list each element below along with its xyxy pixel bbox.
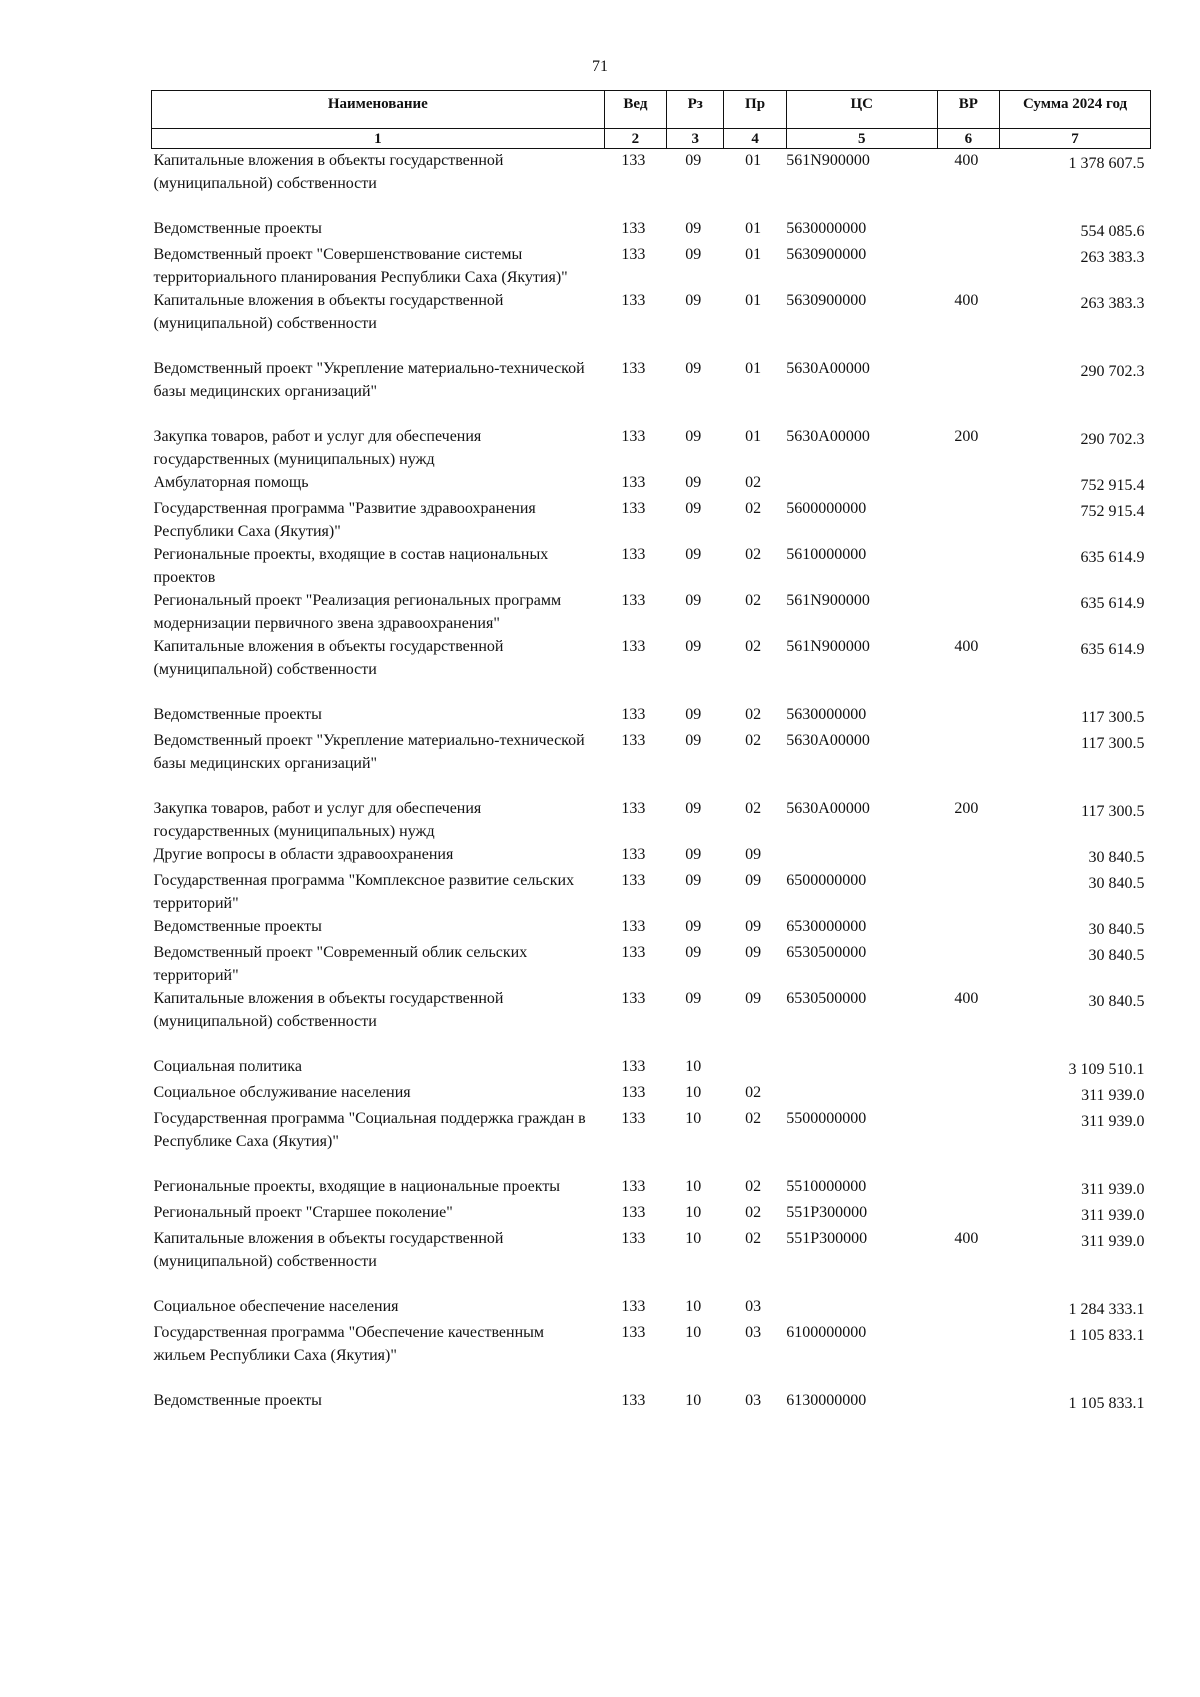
column-number: 5 <box>786 129 937 149</box>
row-ved: 133 <box>621 500 646 517</box>
row-sum: 30 840.5 <box>1088 947 1145 964</box>
row-cs: 551P300000 <box>786 1204 868 1221</box>
row-pr: 09 <box>745 918 762 935</box>
table-row <box>152 729 1151 797</box>
row-vr <box>937 1201 999 1227</box>
column-number: 1 <box>152 129 605 149</box>
table-row <box>152 869 1151 915</box>
row-cs: 6100000000 <box>786 1324 867 1341</box>
row-sum: 635 614.9 <box>1080 595 1145 612</box>
row-name: Ведомственные проекты <box>153 220 322 237</box>
row-vr <box>937 941 999 987</box>
row-rz: 10 <box>685 1392 702 1409</box>
row-rz: 09 <box>685 500 702 517</box>
row-vr <box>937 357 999 425</box>
row-pr: 01 <box>745 292 762 309</box>
table-row <box>152 635 1151 703</box>
row-sum: 311 939.0 <box>1081 1181 1145 1198</box>
table-row <box>152 357 1151 425</box>
table-row <box>152 289 1151 357</box>
row-sum: 311 939.0 <box>1081 1113 1145 1130</box>
row-vr <box>937 1321 999 1389</box>
row-ved: 133 <box>621 990 646 1007</box>
table-row <box>152 1107 1151 1175</box>
row-ved: 133 <box>621 846 646 863</box>
row-pr: 03 <box>745 1324 762 1341</box>
header-sum: Сумма 2024 год <box>1000 91 1151 129</box>
row-pr: 02 <box>745 732 762 749</box>
row-rz: 09 <box>685 800 702 817</box>
row-ved: 133 <box>621 1110 646 1127</box>
row-sum: 1 105 833.1 <box>1068 1395 1145 1412</box>
row-name: Капитальные вложения в объекты государственной (муниципальной) собственности <box>153 292 504 332</box>
row-pr: 09 <box>745 990 762 1007</box>
row-name: Капитальные вложения в объекты государственной (муниципальной) собственности <box>153 1230 504 1270</box>
row-rz: 09 <box>685 944 702 961</box>
row-sum: 635 614.9 <box>1080 549 1145 566</box>
row-sum: 1 378 607.5 <box>1068 155 1145 172</box>
row-vr <box>937 497 999 543</box>
row-rz: 10 <box>685 1204 702 1221</box>
row-sum: 30 840.5 <box>1088 875 1145 892</box>
row-rz: 10 <box>685 1230 702 1247</box>
row-cs: 5610000000 <box>786 546 867 563</box>
row-pr: 02 <box>745 800 762 817</box>
row-cs <box>786 1295 937 1321</box>
row-rz: 10 <box>685 1324 702 1341</box>
row-ved: 133 <box>621 1324 646 1341</box>
column-number: 6 <box>937 129 999 149</box>
table-row <box>152 543 1151 589</box>
row-ved: 133 <box>621 1084 646 1101</box>
row-rz: 09 <box>685 706 702 723</box>
row-rz: 09 <box>685 246 702 263</box>
row-sum: 30 840.5 <box>1088 849 1145 866</box>
row-rz: 09 <box>685 732 702 749</box>
row-ved: 133 <box>621 872 646 889</box>
row-ved: 133 <box>621 474 646 491</box>
row-pr: 02 <box>745 706 762 723</box>
row-cs: 6500000000 <box>786 872 867 889</box>
row-name: Закупка товаров, работ и услуг для обеспечения государственных (муниципальных) нужд <box>153 428 482 468</box>
row-pr: 01 <box>745 246 762 263</box>
row-pr: 01 <box>745 428 762 445</box>
row-cs <box>786 471 937 497</box>
table-row <box>152 1055 1151 1081</box>
row-rz: 09 <box>685 292 702 309</box>
row-rz: 10 <box>685 1058 702 1075</box>
row-sum: 30 840.5 <box>1088 921 1145 938</box>
row-sum: 752 915.4 <box>1080 477 1145 494</box>
table-row <box>152 589 1151 635</box>
row-vr <box>937 471 999 497</box>
row-ved: 133 <box>621 1058 646 1075</box>
row-pr <box>724 1055 786 1081</box>
header-ved: Вед <box>604 91 666 129</box>
row-vr <box>937 1175 999 1201</box>
row-rz: 10 <box>685 1084 702 1101</box>
row-name: Государственная программа "Развитие здравоохранения Республики Саха (Якутия)" <box>153 500 536 540</box>
row-rz: 09 <box>685 474 702 491</box>
column-number: 3 <box>667 129 724 149</box>
row-pr: 02 <box>745 1084 762 1101</box>
page-number: 71 <box>592 58 608 75</box>
row-ved: 133 <box>621 732 646 749</box>
table-row <box>152 1389 1151 1415</box>
row-pr: 02 <box>745 546 762 563</box>
row-vr <box>937 1295 999 1321</box>
row-cs <box>786 1055 937 1081</box>
row-sum: 263 383.3 <box>1080 295 1145 312</box>
row-pr: 09 <box>745 944 762 961</box>
row-rz: 10 <box>685 1178 702 1195</box>
table-body <box>152 149 1151 1416</box>
row-name: Закупка товаров, работ и услуг для обеспечения государственных (муниципальных) нужд <box>153 800 482 840</box>
row-cs <box>786 843 937 869</box>
row-ved: 133 <box>621 152 646 169</box>
row-ved: 133 <box>621 1178 646 1195</box>
row-sum: 1 284 333.1 <box>1068 1301 1145 1318</box>
row-pr: 02 <box>745 500 762 517</box>
row-sum: 752 915.4 <box>1080 503 1145 520</box>
row-name: Региональный проект "Старшее поколение" <box>153 1204 453 1221</box>
row-pr: 02 <box>745 1230 762 1247</box>
row-pr: 09 <box>745 846 762 863</box>
row-vr <box>937 543 999 589</box>
table-row <box>152 1227 1151 1295</box>
row-name: Ведомственный проект "Укрепление материально-технической базы медицинских организаций" <box>153 732 585 772</box>
row-vr: 400 <box>954 152 979 169</box>
row-vr <box>937 915 999 941</box>
row-sum: 311 939.0 <box>1081 1233 1145 1250</box>
row-ved: 133 <box>621 918 646 935</box>
row-name: Другие вопросы в области здравоохранения <box>153 846 454 863</box>
row-rz: 09 <box>685 918 702 935</box>
row-cs: 5630A00000 <box>786 800 870 817</box>
row-pr: 01 <box>745 220 762 237</box>
row-pr: 02 <box>745 1178 762 1195</box>
row-pr: 02 <box>745 638 762 655</box>
row-vr <box>937 1107 999 1175</box>
row-name: Ведомственный проект "Совершенствование системы территориального планирования Республики Саха (Якутия)" <box>153 246 568 286</box>
row-vr <box>937 729 999 797</box>
row-ved: 133 <box>621 292 646 309</box>
header-rz: Рз <box>667 91 724 129</box>
row-sum: 1 105 833.1 <box>1068 1327 1145 1344</box>
row-rz: 09 <box>685 360 702 377</box>
row-ved: 133 <box>621 592 646 609</box>
column-number-row <box>152 129 1151 149</box>
row-ved: 133 <box>621 220 646 237</box>
table-row <box>152 915 1151 941</box>
row-cs: 561N900000 <box>786 592 870 609</box>
row-name: Региональные проекты, входящие в состав национальных проектов <box>153 546 549 586</box>
row-cs: 5630000000 <box>786 706 867 723</box>
row-cs: 5500000000 <box>786 1110 867 1127</box>
row-ved: 133 <box>621 1204 646 1221</box>
column-number: 4 <box>724 129 786 149</box>
row-rz: 09 <box>685 428 702 445</box>
row-cs: 551P300000 <box>786 1230 868 1247</box>
row-sum: 290 702.3 <box>1080 363 1145 380</box>
row-vr <box>937 217 999 243</box>
row-pr: 01 <box>745 152 762 169</box>
row-cs: 6530500000 <box>786 990 867 1007</box>
budget-table <box>151 90 1151 1415</box>
table-row <box>152 987 1151 1055</box>
row-vr: 400 <box>954 292 979 309</box>
row-rz: 09 <box>685 846 702 863</box>
row-vr <box>937 703 999 729</box>
table-row <box>152 1201 1151 1227</box>
row-sum: 311 939.0 <box>1081 1087 1145 1104</box>
row-ved: 133 <box>621 1298 646 1315</box>
table-row <box>152 243 1151 289</box>
row-pr: 03 <box>745 1392 762 1409</box>
row-cs: 5630900000 <box>786 246 867 263</box>
row-ved: 133 <box>621 1230 646 1247</box>
row-rz: 09 <box>685 990 702 1007</box>
row-sum: 311 939.0 <box>1081 1207 1145 1224</box>
header-cs: ЦС <box>786 91 937 129</box>
row-sum: 117 300.5 <box>1081 803 1145 820</box>
row-cs: 5600000000 <box>786 500 867 517</box>
row-rz: 10 <box>685 1110 702 1127</box>
header-vr: ВР <box>937 91 999 129</box>
row-ved: 133 <box>621 1392 646 1409</box>
row-name: Социальное обеспечение населения <box>153 1298 399 1315</box>
row-cs: 5630900000 <box>786 292 867 309</box>
row-rz: 09 <box>685 152 702 169</box>
row-sum: 117 300.5 <box>1081 735 1145 752</box>
table-row <box>152 217 1151 243</box>
row-name: Государственная программа "Социальная поддержка граждан в Республике Саха (Якутия)" <box>153 1110 586 1150</box>
row-rz: 09 <box>685 592 702 609</box>
row-pr: 02 <box>745 474 762 491</box>
row-vr: 400 <box>954 638 979 655</box>
row-ved: 133 <box>621 546 646 563</box>
table-row <box>152 497 1151 543</box>
table-row <box>152 941 1151 987</box>
row-name: Ведомственные проекты <box>153 1392 322 1409</box>
row-name: Капитальные вложения в объекты государственной (муниципальной) собственности <box>153 152 504 192</box>
table-row <box>152 425 1151 471</box>
table-row <box>152 1081 1151 1107</box>
row-name: Капитальные вложения в объекты государственной (муниципальной) собственности <box>153 638 504 678</box>
row-cs: 5630A00000 <box>786 428 870 445</box>
row-ved: 133 <box>621 360 646 377</box>
row-vr <box>937 1055 999 1081</box>
table-row <box>152 1295 1151 1321</box>
table-row <box>152 149 1151 218</box>
table-row <box>152 703 1151 729</box>
row-rz: 09 <box>685 638 702 655</box>
table-row <box>152 843 1151 869</box>
row-name: Амбулаторная помощь <box>153 474 309 491</box>
row-ved: 133 <box>621 944 646 961</box>
row-cs: 6530000000 <box>786 918 867 935</box>
table-row <box>152 471 1151 497</box>
row-vr: 200 <box>954 428 979 445</box>
row-vr <box>937 1389 999 1415</box>
row-vr <box>937 869 999 915</box>
row-cs: 561N900000 <box>786 152 870 169</box>
row-name: Региональный проект "Реализация региональных программ модернизации первичного звена здравоохранения" <box>153 592 562 632</box>
row-ved: 133 <box>621 428 646 445</box>
row-pr: 09 <box>745 872 762 889</box>
row-vr <box>937 1081 999 1107</box>
table-row <box>152 797 1151 843</box>
table-header <box>152 91 1151 149</box>
column-number: 7 <box>1000 129 1151 149</box>
row-name: Социальное обслуживание населения <box>153 1084 411 1101</box>
row-sum: 554 085.6 <box>1080 223 1145 240</box>
row-vr <box>937 589 999 635</box>
row-name: Ведомственные проекты <box>153 706 322 723</box>
row-rz: 10 <box>685 1298 702 1315</box>
row-vr <box>937 243 999 289</box>
row-vr: 400 <box>954 990 979 1007</box>
row-sum: 3 109 510.1 <box>1068 1061 1145 1078</box>
row-sum: 117 300.5 <box>1081 709 1145 726</box>
row-vr <box>937 843 999 869</box>
row-sum: 263 383.3 <box>1080 249 1145 266</box>
row-ved: 133 <box>621 706 646 723</box>
row-sum: 30 840.5 <box>1088 993 1145 1010</box>
row-ved: 133 <box>621 800 646 817</box>
row-vr: 200 <box>954 800 979 817</box>
row-pr: 02 <box>745 1204 762 1221</box>
row-sum: 290 702.3 <box>1080 431 1145 448</box>
row-pr: 03 <box>745 1298 762 1315</box>
row-ved: 133 <box>621 246 646 263</box>
row-cs: 5630A00000 <box>786 732 870 749</box>
header-pr: Пр <box>724 91 786 129</box>
row-name: Социальная политика <box>153 1058 302 1075</box>
header-name: Наименование <box>152 91 605 129</box>
column-number: 2 <box>604 129 666 149</box>
row-cs: 5630000000 <box>786 220 867 237</box>
row-rz: 09 <box>685 546 702 563</box>
row-pr: 01 <box>745 360 762 377</box>
row-name: Региональные проекты, входящие в национальные проекты <box>153 1178 561 1195</box>
row-cs: 6530500000 <box>786 944 867 961</box>
row-ved: 133 <box>621 638 646 655</box>
row-cs: 561N900000 <box>786 638 870 655</box>
table-row <box>152 1321 1151 1389</box>
row-name: Ведомственный проект "Современный облик сельских территорий" <box>153 944 528 984</box>
row-vr: 400 <box>954 1230 979 1247</box>
row-name: Государственная программа "Комплексное развитие сельских территорий" <box>153 872 575 912</box>
row-cs <box>786 1081 937 1107</box>
row-name: Ведомственные проекты <box>153 918 322 935</box>
row-pr: 02 <box>745 1110 762 1127</box>
row-pr: 02 <box>745 592 762 609</box>
table-row <box>152 1175 1151 1201</box>
row-cs: 5630A00000 <box>786 360 870 377</box>
row-name: Ведомственный проект "Укрепление материально-технической базы медицинских организаций" <box>153 360 585 400</box>
row-cs: 5510000000 <box>786 1178 867 1195</box>
row-name: Государственная программа "Обеспечение качественным жильем Республики Саха (Якутия)" <box>153 1324 545 1364</box>
row-rz: 09 <box>685 220 702 237</box>
row-cs: 6130000000 <box>786 1392 867 1409</box>
row-sum: 635 614.9 <box>1080 641 1145 658</box>
row-name: Капитальные вложения в объекты государственной (муниципальной) собственности <box>153 990 504 1030</box>
row-rz: 09 <box>685 872 702 889</box>
